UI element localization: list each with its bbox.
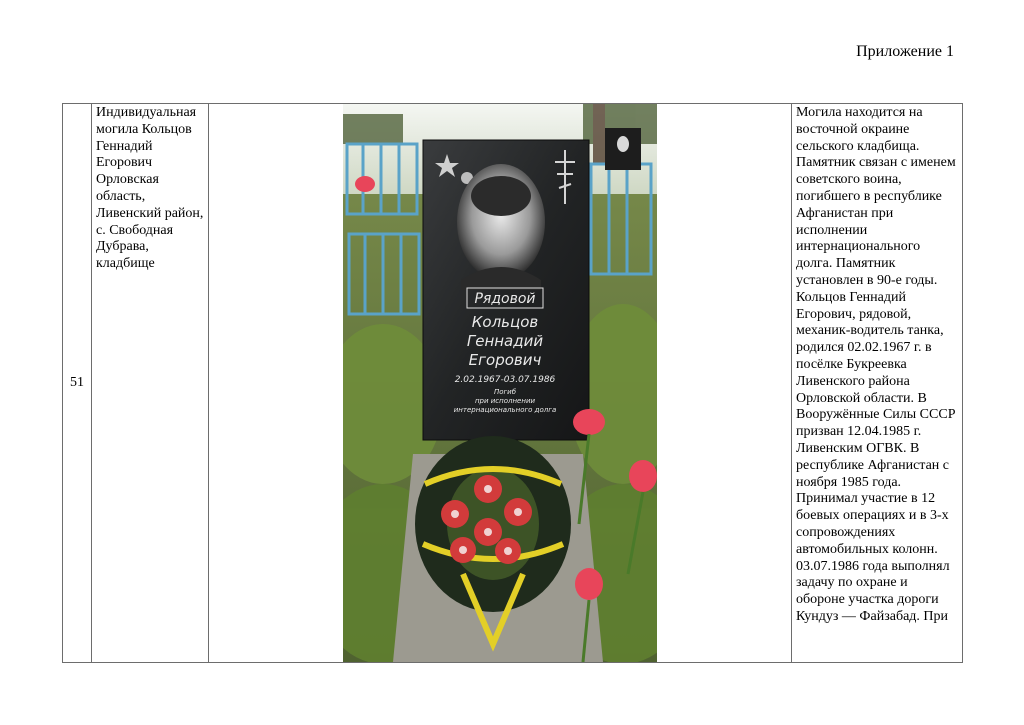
stone-dates: 2.02.1967-03.07.1986 [454,375,556,385]
appendix-label: Приложение 1 [856,43,954,60]
stone-patronymic: Егорович [468,351,542,369]
grave-photo [343,104,657,662]
table-row [63,104,963,663]
photo-cell [209,104,792,663]
stone-epitaph-2: при исполнении [474,397,536,405]
stone-first-name: Геннадий [466,332,544,350]
row-number: 51 [63,104,92,663]
monument-table [62,103,963,663]
grave-name-location: Индивидуальная могила Кольцов Геннадий Егорович Орловская область, Ливенский район, с. Свободная Дубрава, кладбище [92,104,209,663]
stone-epitaph-1: Погиб [493,388,517,396]
stone-rank: Рядовой [474,291,536,307]
grave-description: Могила находится на восточной окраине сельского кладбища. Памятник связан с именем советского воина, погибшего в республике Афганистан при исполнении интернационального долга. Памятник установлен в 90-е годы. Кольцов Геннадий Егорович, рядовой, механик-водитель танка, родился 02.02.1967 г. в посёлке Букреевка Ливенского района Орловской области. В Вооружённые Силы СССР призван 12.04.1985 г. Ливенским ОГВК. В республике Афганистан с ноября 1985 года. Принимал участие в 12 боевых операциях и в 3-х сопровождениях автомобильных колонн. 03.07.1986 года выполнял задачу по охране и обороне участка дороги Кундуз — Файзабад. При [792,104,963,663]
stone-surname: Кольцов [471,313,539,331]
stone-epitaph-3: интернационального долга [453,406,557,414]
